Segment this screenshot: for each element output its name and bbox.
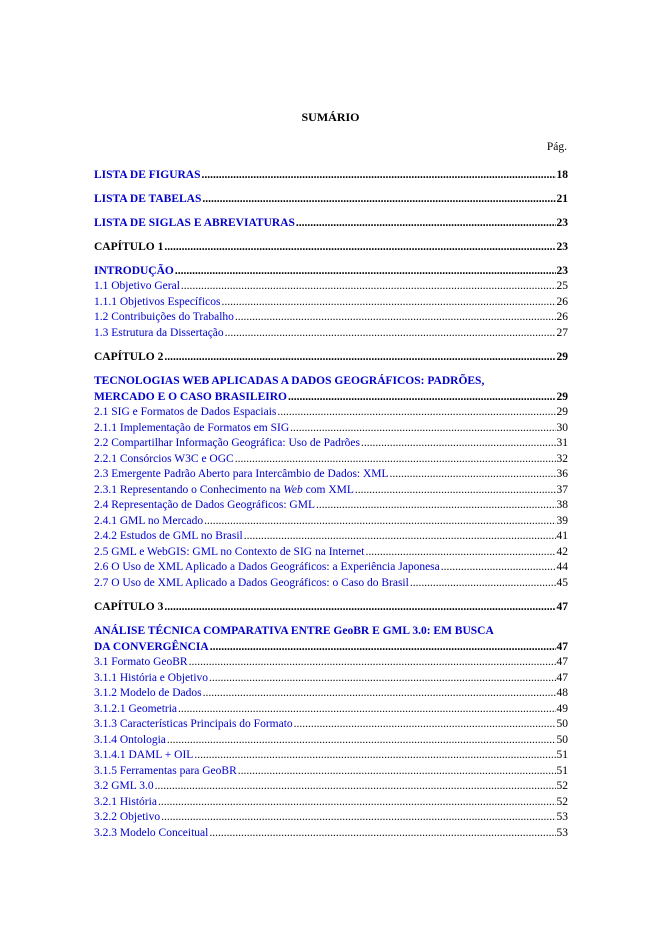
toc-entry-page: 47 — [556, 601, 568, 613]
toc-entry-title[interactable]: 3.1.1 História e Objetivo — [94, 671, 209, 684]
toc-entry-title: CAPÍTULO 3 — [94, 601, 164, 613]
toc-entry-title[interactable]: 1.3 Estrutura da Dissertação — [94, 326, 224, 339]
toc-entry-page: 53 — [556, 826, 568, 839]
toc-entry-title[interactable]: LISTA DE TABELAS — [94, 193, 202, 205]
toc-entry[interactable] — [94, 483, 568, 499]
toc-entry-page: 32 — [556, 452, 568, 465]
toc-entry-page: 52 — [556, 795, 568, 808]
toc-entry[interactable] — [94, 655, 568, 671]
toc-entry-title[interactable]: 1.1.1 Objetivos Específicos — [94, 295, 221, 308]
toc-entry-title[interactable]: 3.1.4 Ontologia — [94, 733, 166, 746]
toc-entry-page: 21 — [556, 193, 568, 205]
toc-entry-page: 30 — [556, 421, 568, 434]
toc-entry-title[interactable]: MERCADO E O CASO BRASILEIRO — [94, 391, 287, 403]
toc-entry-title[interactable]: 2.4.1 GML no Mercado — [94, 514, 204, 527]
toc-entry-title[interactable]: 1.1 Objetivo Geral — [94, 280, 180, 292]
toc-entry[interactable] — [94, 326, 568, 342]
toc-entry-title[interactable]: 3.2.1 História — [94, 795, 157, 808]
toc-entry[interactable] — [94, 702, 568, 718]
toc-entry[interactable] — [94, 436, 568, 452]
dot-leader — [235, 310, 556, 326]
toc-entry-title[interactable]: 2.4.2 Estudos de GML no Brasil — [94, 530, 243, 542]
toc-entry-page: 41 — [556, 530, 568, 542]
toc-entry[interactable] — [94, 529, 568, 545]
toc-entry-page: 37 — [556, 483, 568, 496]
dot-leader — [288, 389, 556, 405]
dot-leader — [175, 263, 556, 279]
dot-leader — [178, 702, 555, 718]
toc-entry[interactable] — [94, 514, 568, 530]
toc-entry-title[interactable]: 2.4 Representação de Dados Geográficos: GML — [94, 499, 315, 511]
dot-leader — [189, 655, 556, 671]
dot-leader — [355, 483, 556, 499]
toc-entry-page: 49 — [556, 702, 568, 715]
dot-leader — [158, 795, 556, 811]
toc-entry-analise[interactable] — [94, 639, 568, 655]
toc-entry[interactable] — [94, 295, 568, 311]
toc-chapter-heading-line-1[interactable]: TECNOLOGIAS WEB APLICADAS A DADOS GEOGRÁFICOS: PADRÕES, — [94, 375, 485, 387]
toc-entry-page: 23 — [556, 265, 568, 277]
dot-leader — [181, 279, 556, 295]
toc-entry-page: 29 — [556, 406, 568, 418]
toc-entry[interactable] — [94, 498, 568, 514]
toc-entry[interactable] — [94, 452, 568, 468]
toc-entry[interactable] — [94, 764, 568, 780]
dot-leader — [202, 191, 555, 207]
toc-entry[interactable] — [94, 810, 568, 826]
toc-entry-page: 39 — [556, 514, 568, 527]
toc-entry-title[interactable]: 2.7 O Uso de XML Aplicado a Dados Geográficos: o Caso do Brasil — [94, 576, 409, 589]
toc-entry-title[interactable]: 2.2 Compartilhar Informação Geográfica: Uso de Padrões — [94, 437, 361, 449]
toc-entry-page: 29 — [556, 351, 568, 363]
toc-entry-capitulo-3 — [94, 599, 568, 615]
toc-entry[interactable] — [94, 779, 568, 795]
toc-entry[interactable] — [94, 748, 568, 764]
toc-entry-page: 47 — [556, 641, 568, 653]
toc-entry-lista-siglas[interactable] — [94, 215, 568, 231]
toc-entry-title[interactable]: 3.2 GML 3.0 — [94, 780, 154, 792]
toc-entry-title[interactable]: 3.1.5 Ferramentas para GeoBR — [94, 764, 237, 777]
toc-entry[interactable] — [94, 467, 568, 483]
dot-leader — [238, 764, 556, 780]
toc-entry-lista-figuras[interactable] — [94, 167, 568, 183]
toc-entry-page: 50 — [556, 733, 568, 746]
toc-entry-lista-tabelas[interactable] — [94, 191, 568, 207]
page-column-label: Pág. — [546, 141, 567, 153]
dot-leader — [410, 576, 556, 592]
toc-entry-page: 27 — [556, 326, 568, 339]
dot-leader — [296, 215, 556, 231]
dot-leader — [164, 349, 555, 365]
toc-entry-capitulo-1 — [94, 239, 568, 255]
toc-entry-page: 51 — [556, 764, 568, 777]
toc-entry-page: 26 — [556, 295, 568, 308]
toc-entry-title[interactable]: DA CONVERGÊNCIA — [94, 641, 209, 653]
toc-entry-page: 25 — [556, 280, 568, 292]
dot-leader — [209, 671, 555, 687]
dot-leader — [203, 686, 556, 702]
toc-entry-page: 18 — [556, 169, 568, 181]
toc-entry-page: 29 — [556, 391, 568, 403]
dot-leader — [290, 421, 555, 437]
toc-entry[interactable] — [94, 826, 568, 842]
dot-leader — [161, 810, 555, 826]
toc-entry-title[interactable]: 3.1 Formato GeoBR — [94, 656, 188, 668]
toc-entry-page: 31 — [556, 437, 568, 449]
toc-entry[interactable] — [94, 279, 568, 295]
dot-leader — [164, 599, 555, 615]
dot-leader — [316, 498, 556, 514]
toc-entry[interactable] — [94, 686, 568, 702]
dot-leader — [361, 436, 555, 452]
toc-entry-page: 52 — [556, 780, 568, 792]
dot-leader — [194, 748, 555, 764]
toc-entry[interactable] — [94, 310, 568, 326]
toc-entry[interactable] — [94, 671, 568, 687]
toc-entry[interactable] — [94, 795, 568, 811]
toc-entry-page: 51 — [556, 749, 568, 761]
toc-entry-title[interactable]: LISTA DE SIGLAS E ABREVIATURAS — [94, 217, 295, 229]
toc-entry-title[interactable]: 2.5 GML e WebGIS: GML no Contexto de SIG na Internet — [94, 545, 365, 558]
dot-leader — [441, 560, 556, 576]
toc-entry-title[interactable]: 3.2.3 Modelo Conceitual — [94, 826, 209, 839]
toc-entry-tecnologias[interactable] — [94, 389, 568, 405]
toc-entry-page: 45 — [556, 576, 568, 589]
toc-entry-title: CAPÍTULO 2 — [94, 351, 164, 363]
dot-leader — [164, 239, 555, 255]
toc-entry-title[interactable]: 2.3.1 Representando o Conhecimento na Web com XML — [94, 483, 354, 496]
toc-entry-page: 23 — [556, 217, 568, 229]
dot-leader — [202, 167, 556, 183]
toc-entry-page: 47 — [556, 671, 568, 684]
toc-entry[interactable] — [94, 545, 568, 561]
toc-entry-title[interactable]: 2.2.1 Consórcios W3C e OGC — [94, 452, 234, 465]
toc-entry-title[interactable]: 3.1.4.1 DAML + OIL — [94, 749, 194, 761]
toc-entry-page: 38 — [556, 499, 568, 511]
toc-entry-title: CAPÍTULO 1 — [94, 241, 164, 253]
toc-entry-page: 44 — [556, 561, 568, 573]
toc-entry-introducao[interactable] — [94, 263, 568, 279]
dot-leader — [155, 779, 556, 795]
toc-entry-page: 50 — [556, 718, 568, 730]
toc-entry-title[interactable]: 1.2 Contribuições do Trabalho — [94, 311, 234, 323]
dot-leader — [210, 639, 556, 655]
dot-leader — [365, 545, 555, 561]
toc-entry[interactable] — [94, 421, 568, 437]
toc-entry-title[interactable]: 3.1.3 Características Principais do Formato — [94, 718, 293, 730]
dot-leader — [167, 733, 556, 749]
toc-entry-title[interactable]: 2.3 Emergente Padrão Aberto para Intercâmbio de Dados: XML — [94, 468, 389, 480]
toc-entry-title[interactable]: LISTA DE FIGURAS — [94, 169, 201, 181]
toc-entry-title[interactable]: 3.1.2.1 Geometria — [94, 702, 178, 715]
toc-entry-page: 48 — [556, 687, 568, 699]
toc-entry[interactable] — [94, 560, 568, 576]
page-title: SUMÁRIO — [301, 110, 360, 124]
dot-leader — [235, 452, 556, 468]
toc-entry-page: 47 — [556, 656, 568, 668]
toc-entry-page: 26 — [556, 311, 568, 323]
dot-leader — [277, 405, 555, 421]
toc-entry-title[interactable]: 2.1.1 Implementação de Formatos em SIG — [94, 421, 290, 434]
toc-entry-page: 42 — [556, 545, 568, 558]
dot-leader — [204, 514, 555, 530]
dot-leader — [390, 467, 556, 483]
toc-entry[interactable] — [94, 576, 568, 592]
toc-entry-page: 36 — [556, 468, 568, 480]
dot-leader — [209, 826, 555, 842]
toc-entry-page: 53 — [556, 811, 568, 823]
toc-entry-title[interactable]: 3.1.2 Modelo de Dados — [94, 687, 202, 699]
dot-leader — [221, 295, 555, 311]
toc-entry-page: 23 — [556, 241, 568, 253]
dot-leader — [225, 326, 556, 342]
table-of-contents — [94, 167, 568, 841]
toc-entry[interactable] — [94, 717, 568, 733]
toc-entry-title[interactable]: 2.1 SIG e Formatos de Dados Espaciais — [94, 406, 277, 418]
toc-entry-capitulo-2 — [94, 349, 568, 365]
toc-entry[interactable] — [94, 733, 568, 749]
toc-entry[interactable] — [94, 405, 568, 421]
dot-leader — [244, 529, 556, 545]
toc-entry-title[interactable]: INTRODUÇÃO — [94, 265, 174, 277]
toc-entry-title[interactable]: 3.2.2 Objetivo — [94, 811, 161, 823]
toc-chapter-heading-line-1[interactable]: ANÁLISE TÉCNICA COMPARATIVA ENTRE GeoBR E GML 3.0: EM BUSCA — [94, 625, 494, 637]
toc-entry-title[interactable]: 2.6 O Uso de XML Aplicado a Dados Geográficos: a Experiência Japonesa — [94, 561, 440, 573]
dot-leader — [294, 717, 556, 733]
